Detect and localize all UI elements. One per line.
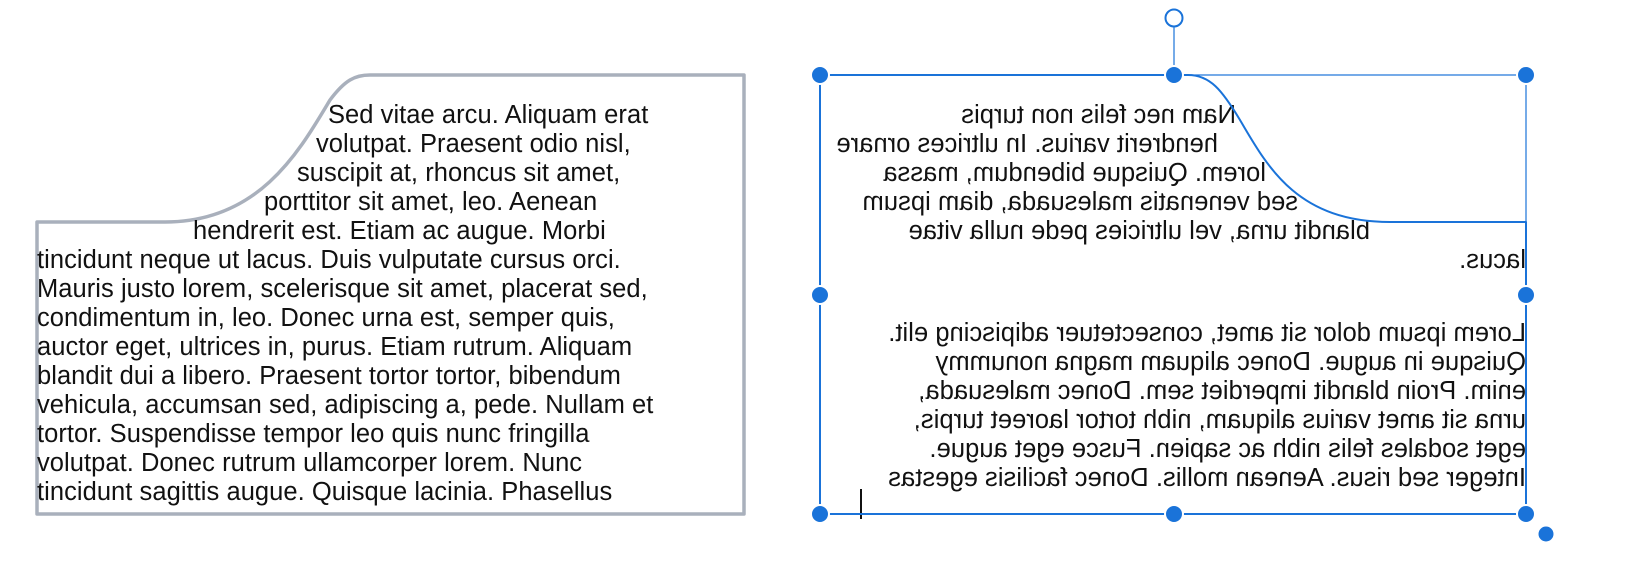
resize-handle-bottom-right[interactable] [1517,505,1535,523]
left-text-line: tortor. Suspendisse tempor leo quis nunc fringilla [37,420,590,448]
left-text-line: volutpat. Praesent odio nisl, [316,130,631,158]
left-text-line: blandit dui a libero. Praesent tortor tortor, bibendum [37,362,621,390]
right-shape-outline [820,75,1526,514]
resize-handle-bottom-left[interactable] [811,505,829,523]
selection-bounding-box [820,75,1526,514]
resize-handle-middle-right[interactable] [1517,286,1535,304]
right-text-line: Integer sed risus. Aenean mollis. Donec facilisis egestas [888,464,1526,492]
left-text-line: Sed vitae arcu. Aliquam erat [328,101,649,129]
right-text-line: Quisque in augue. Donec aliquam magna nonummy [935,348,1526,376]
right-text-line: eget sodales felis nibh ac sapien. Fusce eget augue. [929,435,1526,463]
left-text-line: vehicula, accumsan sed, adipiscing a, pede. Nullam et [37,391,654,419]
resize-handle-middle-left[interactable] [811,286,829,304]
right-text-line: Nam nec felis non turpis [961,101,1236,129]
right-text-line: blandit urna, vel ultricies pede nulla vitae [908,217,1370,245]
rotate-handle[interactable] [1166,10,1183,27]
resize-handle-top-center[interactable] [1165,66,1183,84]
left-text-line: Mauris justo lorem, scelerisque sit amet, placerat sed, [37,275,648,303]
right-text-line: Lorem ipsum dolor sit amet, consectetuer adipiscing elit. [888,319,1526,347]
right-text-line: lorem. Quisque bibendum, massa [883,159,1266,187]
left-text-line: condimentum in, leo. Donec urna est, semper quis, [37,304,615,332]
resize-handle-top-right[interactable] [1517,66,1535,84]
left-text-line: volutpat. Donec rutrum ullamcorper lorem. Nunc [37,449,583,477]
text-overflow-handle[interactable] [1538,526,1555,543]
left-text-line: hendrerit est. Etiam ac augue. Morbi [193,217,606,245]
resize-handle-top-left[interactable] [811,66,829,84]
right-text-line: lacus. [1459,246,1526,274]
left-text-line: tincidunt sagittis augue. Quisque lacinia. Phasellus [37,478,613,506]
left-text-line: porttitor sit amet, leo. Aenean [264,188,598,216]
resize-handle-bottom-center[interactable] [1165,505,1183,523]
right-text-line: hendrerit varius. In ultrices ornare [836,130,1218,158]
right-text-line: sed venenatis malesuada, diam ipsum [862,188,1298,216]
right-shape-border [820,75,1526,514]
right-text-line: urna sit amet varius aliquam, nibh tortor laoreet turpis, [913,406,1526,434]
left-text-line: tincidunt neque ut lacus. Duis vulputate cursus orci. [37,246,621,274]
right-text-line: enim. Proin blandit imperdiet sem. Donec malesuada, [918,377,1526,405]
left-text-line: suscipit at, rhoncus sit amet, [297,159,621,187]
left-text-line: auctor eget, ultrices in, purus. Etiam rutrum. Aliquam [37,333,633,361]
